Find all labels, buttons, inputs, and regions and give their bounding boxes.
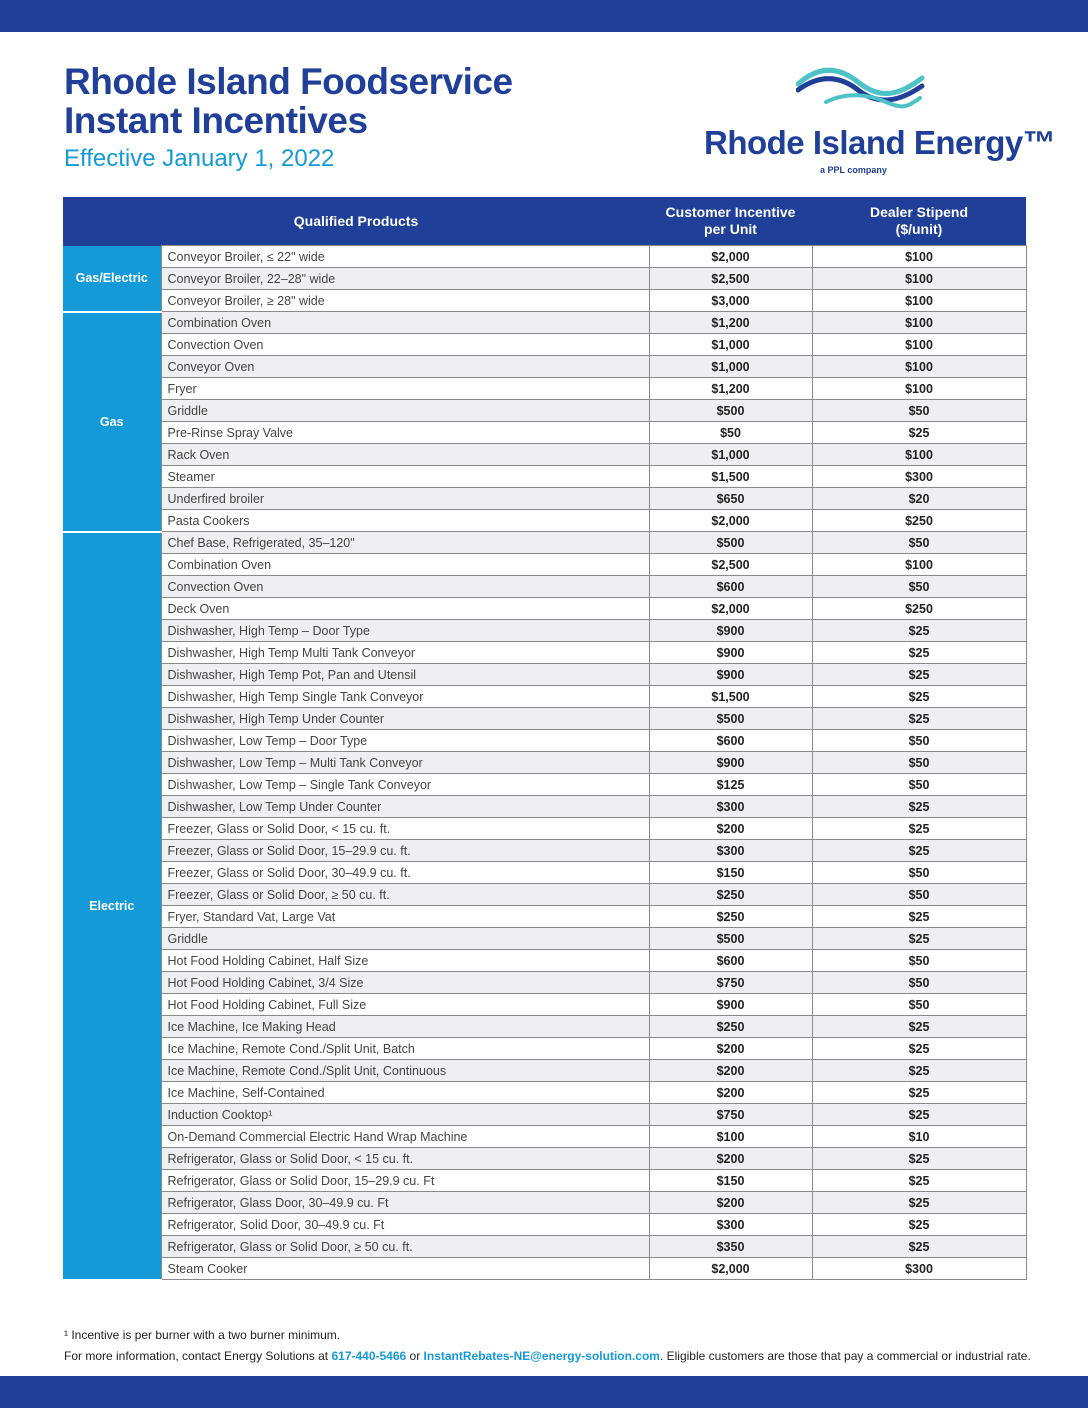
email-link[interactable]: InstantRebates-NE@energy-solution.com [423,1349,660,1363]
table-row [63,246,1026,268]
product-name: Deck Oven [161,598,649,620]
table-row [63,532,1026,554]
table-row [63,950,1026,972]
table-row [63,488,1026,510]
customer-incentive-value: $500 [649,708,812,730]
customer-incentive-value: $2,500 [649,268,812,290]
customer-incentive-value: $900 [649,620,812,642]
customer-incentive-value: $250 [649,884,812,906]
product-name: Combination Oven [161,312,649,334]
product-name: Underfired broiler [161,488,649,510]
table-row [63,796,1026,818]
product-name: Hot Food Holding Cabinet, 3/4 Size [161,972,649,994]
customer-incentive-value: $1,500 [649,686,812,708]
table-row [63,1170,1026,1192]
product-name: Conveyor Broiler, ≥ 28" wide [161,290,649,312]
customer-incentive-value: $900 [649,994,812,1016]
dealer-stipend-value: $25 [812,1016,1026,1038]
dealer-stipend-value: $100 [812,268,1026,290]
dealer-stipend-value: $25 [812,664,1026,686]
table-header-row [63,197,1026,246]
table-row [63,466,1026,488]
product-name: Refrigerator, Glass or Solid Door, ≥ 50 cu. ft. [161,1236,649,1258]
customer-incentive-value: $250 [649,1016,812,1038]
product-name: Dishwasher, High Temp Pot, Pan and Utensil [161,664,649,686]
table-row [63,1060,1026,1082]
header-qualified-products: Qualified Products [63,197,649,246]
customer-incentive-value: $250 [649,906,812,928]
customer-incentive-value: $650 [649,488,812,510]
dealer-stipend-value: $50 [812,884,1026,906]
header-incentive-line-1: Customer Incentive [665,204,796,220]
table-row [63,378,1026,400]
dealer-stipend-value: $50 [812,994,1026,1016]
dealer-stipend-value: $25 [812,928,1026,950]
product-name: On-Demand Commercial Electric Hand Wrap Machine [161,1126,649,1148]
table-row [63,840,1026,862]
table-row [63,862,1026,884]
footnote: ¹ Incentive is per burner with a two burner minimum. [64,1328,341,1342]
table-row [63,972,1026,994]
dealer-stipend-value: $100 [812,334,1026,356]
table-row [63,268,1026,290]
customer-incentive-value: $600 [649,576,812,598]
category-label: Gas [63,312,161,532]
title-line-2: Instant Incentives [64,100,368,141]
customer-incentive-value: $200 [649,818,812,840]
product-name: Dishwasher, High Temp Single Tank Conveyor [161,686,649,708]
dealer-stipend-value: $50 [812,752,1026,774]
table-row [63,884,1026,906]
dealer-stipend-value: $25 [812,1236,1026,1258]
customer-incentive-value: $600 [649,730,812,752]
customer-incentive-value: $300 [649,796,812,818]
table-body [63,246,1026,1280]
dealer-stipend-value: $25 [812,906,1026,928]
logo-wordmark: Rhode Island Energy™ [704,124,1056,161]
dealer-stipend-value: $25 [812,642,1026,664]
product-name: Dishwasher, Low Temp – Door Type [161,730,649,752]
customer-incentive-value: $3,000 [649,290,812,312]
product-name: Dishwasher, High Temp – Door Type [161,620,649,642]
table-row [63,730,1026,752]
customer-incentive-value: $2,000 [649,1258,812,1280]
table-row [63,708,1026,730]
customer-incentive-value: $200 [649,1192,812,1214]
contact-info [64,1349,1031,1363]
product-name: Dishwasher, Low Temp Under Counter [161,796,649,818]
table-row [63,1126,1026,1148]
customer-incentive-value: $900 [649,642,812,664]
effective-date: Effective January 1, 2022 [64,145,335,172]
product-name: Conveyor Broiler, 22–28" wide [161,268,649,290]
customer-incentive-value: $200 [649,1148,812,1170]
table-row [63,1258,1026,1280]
table-row [63,444,1026,466]
product-name: Refrigerator, Glass Door, 30–49.9 cu. Ft [161,1192,649,1214]
dealer-stipend-value: $100 [812,378,1026,400]
product-name: Conveyor Broiler, ≤ 22" wide [161,246,649,268]
table-row [63,1236,1026,1258]
dealer-stipend-value: $25 [812,422,1026,444]
customer-incentive-value: $2,000 [649,510,812,532]
dealer-stipend-value: $25 [812,1148,1026,1170]
product-name: Steam Cooker [161,1258,649,1280]
product-name: Hot Food Holding Cabinet, Half Size [161,950,649,972]
table-row [63,598,1026,620]
incentives-table [63,197,1027,1281]
table-row [63,554,1026,576]
product-name: Dishwasher, High Temp Multi Tank Conveyor [161,642,649,664]
table-row [63,818,1026,840]
product-name: Dishwasher, Low Temp – Multi Tank Conveyor [161,752,649,774]
dealer-stipend-value: $25 [812,708,1026,730]
customer-incentive-value: $500 [649,532,812,554]
dealer-stipend-value: $25 [812,1104,1026,1126]
table-row [63,664,1026,686]
dealer-stipend-value: $25 [812,818,1026,840]
dealer-stipend-value: $100 [812,356,1026,378]
product-name: Combination Oven [161,554,649,576]
dealer-stipend-value: $250 [812,598,1026,620]
dealer-stipend-value: $100 [812,444,1026,466]
header-stipend-line-1: Dealer Stipend [869,204,969,220]
product-name: Ice Machine, Remote Cond./Split Unit, Continuous [161,1060,649,1082]
company-logo [700,62,1056,182]
customer-incentive-value: $900 [649,752,812,774]
table-row [63,686,1026,708]
contact-suffix: . Eligible customers are those that pay a commercial or industrial rate. [659,1349,1031,1363]
product-name: Refrigerator, Glass or Solid Door, 15–29.9 cu. Ft [161,1170,649,1192]
product-name: Dishwasher, Low Temp – Single Tank Conveyor [161,774,649,796]
dealer-stipend-value: $50 [812,400,1026,422]
customer-incentive-value: $1,500 [649,466,812,488]
customer-incentive-value: $100 [649,1126,812,1148]
product-name: Freezer, Glass or Solid Door, ≥ 50 cu. ft. [161,884,649,906]
table-row [63,906,1026,928]
category-label: Gas/Electric [63,246,161,312]
dealer-stipend-value: $250 [812,510,1026,532]
table-row [63,334,1026,356]
table-row [63,1082,1026,1104]
product-name: Refrigerator, Glass or Solid Door, < 15 cu. ft. [161,1148,649,1170]
table-row [63,1214,1026,1236]
table-row [63,422,1026,444]
table-row [63,1148,1026,1170]
customer-incentive-value: $300 [649,840,812,862]
contact-prefix: For more information, contact Energy Solutions at [64,1349,332,1363]
customer-incentive-value: $1,000 [649,356,812,378]
table-row [63,1192,1026,1214]
table-row [63,642,1026,664]
dealer-stipend-value: $25 [812,840,1026,862]
table-row [63,774,1026,796]
header-dealer-stipend [812,197,1026,246]
table-row [63,994,1026,1016]
table-row [63,576,1026,598]
dealer-stipend-value: $50 [812,862,1026,884]
table-row [63,510,1026,532]
dealer-stipend-value: $50 [812,576,1026,598]
customer-incentive-value: $900 [649,664,812,686]
customer-incentive-value: $500 [649,400,812,422]
product-name: Freezer, Glass or Solid Door, 15–29.9 cu. ft. [161,840,649,862]
table-row [63,928,1026,950]
bottom-banner [0,1376,1088,1408]
customer-incentive-value: $2,500 [649,554,812,576]
product-name: Ice Machine, Remote Cond./Split Unit, Batch [161,1038,649,1060]
dealer-stipend-value: $25 [812,620,1026,642]
product-name: Pasta Cookers [161,510,649,532]
dealer-stipend-value: $100 [812,554,1026,576]
table-row [63,290,1026,312]
customer-incentive-value: $125 [649,774,812,796]
table-row [63,312,1026,334]
dealer-stipend-value: $50 [812,774,1026,796]
header-incentive-line-2: per Unit [704,221,757,237]
customer-incentive-value: $1,000 [649,334,812,356]
customer-incentive-value: $200 [649,1060,812,1082]
product-name: Ice Machine, Ice Making Head [161,1016,649,1038]
category-label: Electric [63,532,161,1280]
product-name: Pre-Rinse Spray Valve [161,422,649,444]
product-name: Griddle [161,928,649,950]
product-name: Convection Oven [161,576,649,598]
customer-incentive-value: $200 [649,1082,812,1104]
table-row [63,752,1026,774]
customer-incentive-value: $1,000 [649,444,812,466]
dealer-stipend-value: $100 [812,290,1026,312]
product-name: Induction Cooktop¹ [161,1104,649,1126]
customer-incentive-value: $150 [649,862,812,884]
table-row [63,400,1026,422]
product-name: Ice Machine, Self-Contained [161,1082,649,1104]
contact-or: or [406,1349,424,1363]
dealer-stipend-value: $25 [812,1214,1026,1236]
customer-incentive-value: $750 [649,972,812,994]
dealer-stipend-value: $50 [812,730,1026,752]
dealer-stipend-value: $50 [812,532,1026,554]
customer-incentive-value: $200 [649,1038,812,1060]
customer-incentive-value: $600 [649,950,812,972]
header-customer-incentive [649,197,812,246]
customer-incentive-value: $300 [649,1214,812,1236]
dealer-stipend-value: $10 [812,1126,1026,1148]
dealer-stipend-value: $300 [812,466,1026,488]
dealer-stipend-value: $100 [812,246,1026,268]
dealer-stipend-value: $25 [812,796,1026,818]
page-title [64,62,513,140]
customer-incentive-value: $350 [649,1236,812,1258]
dealer-stipend-value: $20 [812,488,1026,510]
customer-incentive-value: $2,000 [649,598,812,620]
header-stipend-line-2: ($/unit) [895,221,943,237]
dealer-stipend-value: $25 [812,1060,1026,1082]
product-name: Freezer, Glass or Solid Door, < 15 cu. ft. [161,818,649,840]
product-name: Fryer [161,378,649,400]
table-row [63,1104,1026,1126]
product-name: Refrigerator, Solid Door, 30–49.9 cu. Ft [161,1214,649,1236]
product-name: Chef Base, Refrigerated, 35–120" [161,532,649,554]
product-name: Convection Oven [161,334,649,356]
logo-tagline: a PPL company [820,165,887,175]
product-name: Dishwasher, High Temp Under Counter [161,708,649,730]
product-name: Freezer, Glass or Solid Door, 30–49.9 cu. ft. [161,862,649,884]
customer-incentive-value: $50 [649,422,812,444]
dealer-stipend-value: $25 [812,1170,1026,1192]
dealer-stipend-value: $25 [812,1192,1026,1214]
wave-logo-icon [796,64,926,110]
customer-incentive-value: $1,200 [649,378,812,400]
table-row [63,356,1026,378]
product-name: Rack Oven [161,444,649,466]
dealer-stipend-value: $50 [812,972,1026,994]
phone-link[interactable]: 617-440-5466 [331,1349,407,1363]
customer-incentive-value: $750 [649,1104,812,1126]
product-name: Steamer [161,466,649,488]
dealer-stipend-value: $100 [812,312,1026,334]
title-line-1: Rhode Island Foodservice [64,61,513,102]
product-name: Conveyor Oven [161,356,649,378]
table-row [63,620,1026,642]
dealer-stipend-value: $25 [812,1038,1026,1060]
customer-incentive-value: $1,200 [649,312,812,334]
customer-incentive-value: $2,000 [649,246,812,268]
product-name: Hot Food Holding Cabinet, Full Size [161,994,649,1016]
dealer-stipend-value: $25 [812,1082,1026,1104]
dealer-stipend-value: $50 [812,950,1026,972]
top-banner [0,0,1088,32]
customer-incentive-value: $500 [649,928,812,950]
product-name: Fryer, Standard Vat, Large Vat [161,906,649,928]
dealer-stipend-value: $300 [812,1258,1026,1280]
dealer-stipend-value: $25 [812,686,1026,708]
product-name: Griddle [161,400,649,422]
table-row [63,1038,1026,1060]
customer-incentive-value: $150 [649,1170,812,1192]
table-row [63,1016,1026,1038]
